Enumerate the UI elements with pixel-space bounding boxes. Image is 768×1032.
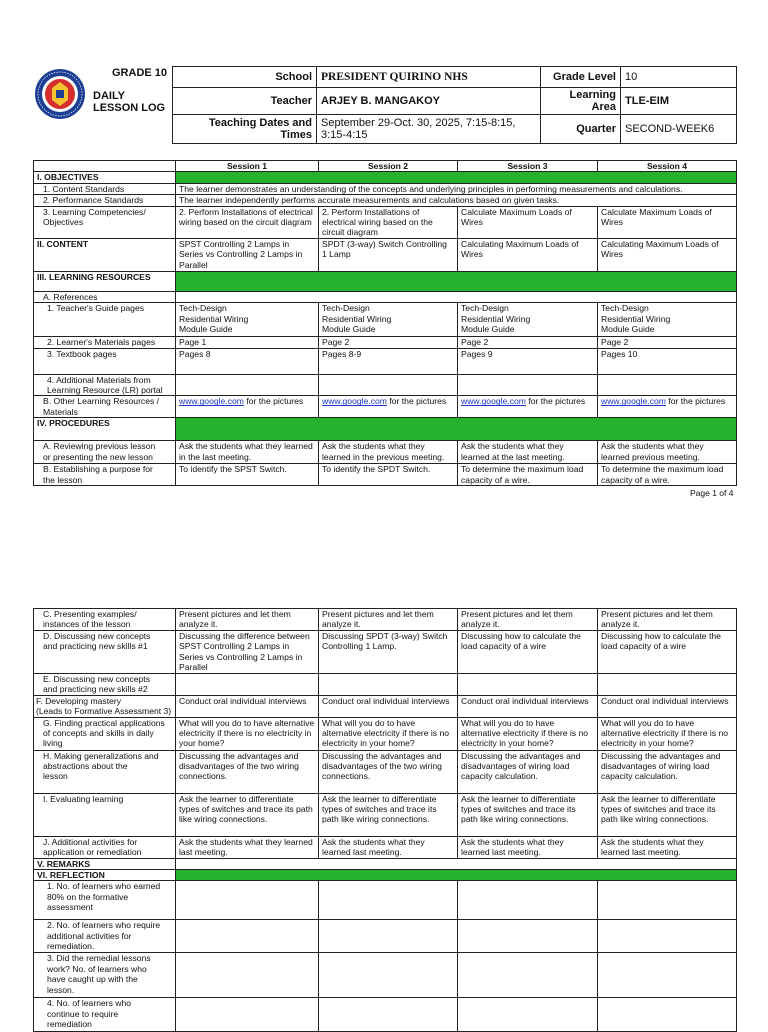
lr-cell	[598, 374, 737, 396]
procedure-g-cell: What will you do to have alternative electricity if there is no electricity in your home?	[598, 717, 737, 750]
competency-cell: 2. Perform Installations of electrical wiring based on the circuit diagram	[176, 206, 319, 238]
textbook-label: 3. Textbook pages	[34, 348, 176, 374]
reflection-cell	[176, 920, 319, 953]
school-value: PRESIDENT QUIRINO NHS	[317, 67, 541, 88]
reflection-cell	[458, 920, 598, 953]
reflection-cell	[319, 998, 458, 1032]
lesson-table-part-1	[33, 160, 737, 486]
procedure-e-cell	[176, 673, 319, 695]
content-cell: Calculating Maximum Loads of Wires	[598, 238, 737, 271]
grade-title: GRADE 10	[112, 67, 168, 79]
procedure-d-cell: Discussing how to calculate the load capacity of a wire	[598, 631, 737, 674]
procedure-h-cell: Discussing the advantages and disadvantages of wiring load capacity calculation.	[458, 750, 598, 793]
green-bar	[176, 271, 737, 291]
procedure-f-cell: Conduct oral individual interviews	[319, 695, 458, 717]
reflection-cell	[176, 953, 319, 998]
lr-cell	[176, 374, 319, 396]
procedures-heading: IV. PROCEDURES	[34, 418, 176, 441]
tg-cell: Tech-Design Residential Wiring Module Guide	[598, 303, 737, 337]
procedure-g-cell: What will you do to have alternative electricity if there is no electricity in your home?	[176, 717, 319, 750]
link-suffix: for the pictures	[665, 396, 726, 407]
procedure-d-label: D. Discussing new concepts and practicing new skills #1	[34, 631, 176, 674]
lm-cell: Page 2	[319, 337, 458, 348]
references-label: A. References	[34, 291, 176, 302]
procedure-a-label: A. Reviewing previous lesson or presenting the new lesson	[34, 441, 176, 464]
procedure-g-cell: What will you do to have alternative electricity if there is no electricity in your home?	[319, 717, 458, 750]
reflection-cell	[319, 953, 458, 998]
procedure-b-cell: To identify the SPST Switch.	[176, 464, 319, 486]
procedure-f-label: F. Developing mastery (Leads to Formative Assessment 3)	[34, 695, 176, 717]
procedure-b-cell: To determine the maximum load capacity of a wire.	[458, 464, 598, 486]
lr-cell	[319, 374, 458, 396]
procedure-b-cell: To determine the maximum load capacity of a wire.	[598, 464, 737, 486]
header-table	[172, 66, 737, 144]
remarks-heading: V. REMARKS	[34, 858, 176, 869]
reflection-cell	[319, 881, 458, 920]
google-link[interactable]: www.google.com	[601, 396, 666, 407]
competency-cell: 2. Perform Installations of electrical wiring based on the circuit diagram	[319, 206, 458, 238]
competencies-label: 3. Learning Competencies/ Objectives	[34, 206, 176, 238]
lm-cell: Page 1	[176, 337, 319, 348]
dll-title: DAILY LESSON LOG	[93, 90, 166, 114]
reflection-3-label: 3. Did the remedial lessons work? No. of learners who have caught up with the lesson.	[34, 953, 176, 998]
procedure-d-cell: Discussing how to calculate the load capacity of a wire	[458, 631, 598, 674]
remarks-cell	[176, 858, 737, 869]
tg-cell: Tech-Design Residential Wiring Module Guide	[176, 303, 319, 337]
procedure-c-label: C. Presenting examples/ instances of the lesson	[34, 609, 176, 631]
learning-area-label: Learning Area	[541, 88, 621, 115]
procedure-h-cell: Discussing the advantages and disadvantages of the two wiring connections.	[319, 750, 458, 793]
learners-materials-label: 2. Learner's Materials pages	[34, 337, 176, 348]
lesson-table-part-2	[33, 608, 737, 1032]
procedure-g-label: G. Finding practical applications of concepts and skills in daily living	[34, 717, 176, 750]
grade-level-value: 10	[621, 67, 737, 88]
other-resources-cell	[176, 396, 319, 418]
lm-cell: Page 2	[598, 337, 737, 348]
procedure-c-cell: Present pictures and let them analyze it.	[176, 609, 319, 631]
reflection-cell	[598, 998, 737, 1032]
session-header: Session 2	[319, 161, 458, 172]
procedure-e-label: E. Discussing new concepts and practicing new skills #2	[34, 673, 176, 695]
corner-cell	[34, 161, 176, 172]
procedure-b-cell: To identify the SPDT Switch.	[319, 464, 458, 486]
procedure-g-cell: What will you do to have alternative electricity if there is no electricity in your home?	[458, 717, 598, 750]
procedure-a-cell: Ask the students what they learned previous meeting.	[598, 441, 737, 464]
resources-heading: III. LEARNING RESOURCES	[34, 271, 176, 291]
green-bar	[176, 870, 737, 881]
competency-cell: Calculate Maximum Loads of Wires	[458, 206, 598, 238]
quarter-label: Quarter	[541, 115, 621, 144]
procedure-d-cell: Discussing SPDT (3-way) Switch Controlling 1 Lamp.	[319, 631, 458, 674]
reflection-cell	[598, 953, 737, 998]
other-resources-cell	[319, 396, 458, 418]
reflection-cell	[176, 881, 319, 920]
procedure-a-cell: Ask the students what they learned in the previous meeting.	[319, 441, 458, 464]
school-label: School	[173, 67, 317, 88]
content-heading: II. CONTENT	[34, 238, 176, 271]
references-empty	[176, 291, 737, 302]
reflection-cell	[598, 881, 737, 920]
content-cell: SPST Controlling 2 Lamps in Series vs Controlling 2 Lamps in Parallel	[176, 238, 319, 271]
reflection-cell	[176, 998, 319, 1032]
reflection-cell	[458, 881, 598, 920]
reflection-cell	[598, 920, 737, 953]
green-bar	[176, 418, 737, 441]
reflection-cell	[458, 953, 598, 998]
google-link[interactable]: www.google.com	[461, 396, 526, 407]
session-header: Session 3	[458, 161, 598, 172]
content-standards-text: The learner demonstrates an understanding of the concepts and underlying principles in performing measurements and calculations.	[176, 183, 737, 194]
reflection-cell	[458, 998, 598, 1032]
green-bar	[176, 172, 737, 183]
procedure-i-cell: Ask the learner to differentiate types of switches and trace its path like wiring connections.	[319, 793, 458, 836]
procedure-h-cell: Discussing the advantages and disadvantages of the two wiring connections.	[176, 750, 319, 793]
reflection-cell	[319, 920, 458, 953]
procedure-j-cell: Ask the students what they learned last meeting.	[176, 836, 319, 858]
tg-cell: Tech-Design Residential Wiring Module Guide	[458, 303, 598, 337]
procedure-c-cell: Present pictures and let them analyze it.	[458, 609, 598, 631]
procedure-i-cell: Ask the learner to differentiate types of switches and trace its path like wiring connections.	[176, 793, 319, 836]
google-link[interactable]: www.google.com	[179, 396, 244, 407]
link-suffix: for the pictures	[243, 396, 304, 407]
additional-materials-label: 4. Additional Materials from Learning Resource (LR) portal	[34, 374, 176, 396]
content-cell: SPDT (3-way) Switch Controlling 1 Lamp	[319, 238, 458, 271]
dates-value: September 29-Oct. 30, 2025, 7:15-8:15, 3:15-4:15	[317, 115, 541, 144]
grade-level-label: Grade Level	[541, 67, 621, 88]
procedure-e-cell	[598, 673, 737, 695]
page-number: Page 1 of 4	[690, 488, 734, 498]
lm-cell: Page 2	[458, 337, 598, 348]
quarter-value: SECOND-WEEK6	[621, 115, 737, 144]
procedure-c-cell: Present pictures and let them analyze it.	[598, 609, 737, 631]
other-resources-label: B. Other Learning Resources / Materials	[34, 396, 176, 418]
teacher-value: ARJEY B. MANGAKOY	[317, 88, 541, 115]
content-cell: Calculating Maximum Loads of Wires	[458, 238, 598, 271]
deped-seal	[34, 68, 86, 120]
learning-area-value: TLE-EIM	[621, 88, 737, 115]
other-resources-cell	[458, 396, 598, 418]
procedure-e-cell	[458, 673, 598, 695]
procedure-a-cell: Ask the students what they learned at the last meeting.	[458, 441, 598, 464]
performance-standards-text: The learner independently performs accurate measurements and calculations based on given tasks.	[176, 195, 737, 206]
procedure-f-cell: Conduct oral individual interviews	[458, 695, 598, 717]
procedure-f-cell: Conduct oral individual interviews	[176, 695, 319, 717]
tb-cell: Pages 10	[598, 348, 737, 374]
procedure-i-cell: Ask the learner to differentiate types of switches and trace its path like wiring connections.	[598, 793, 737, 836]
session-header: Session 4	[598, 161, 737, 172]
reflection-4-label: 4. No. of learners who continue to require remediation	[34, 998, 176, 1032]
procedure-h-cell: Discussing the advantages and disadvantages of wiring load capacity calculation.	[598, 750, 737, 793]
competency-cell: Calculate Maximum Loads of Wires	[598, 206, 737, 238]
procedure-b-label: B. Establishing a purpose for the lesson	[34, 464, 176, 486]
procedure-i-cell: Ask the learner to differentiate types of switches and trace its path like wiring connections.	[458, 793, 598, 836]
procedure-j-cell: Ask the students what they learned last meeting.	[319, 836, 458, 858]
procedure-e-cell	[319, 673, 458, 695]
tb-cell: Pages 8-9	[319, 348, 458, 374]
procedure-c-cell: Present pictures and let them analyze it.	[319, 609, 458, 631]
performance-standards-label: 2. Performance Standards	[34, 195, 176, 206]
procedure-f-cell: Conduct oral individual interviews	[598, 695, 737, 717]
teachers-guide-label: 1. Teacher's Guide pages	[34, 303, 176, 337]
procedure-h-label: H. Making generalizations and abstractions about the lesson	[34, 750, 176, 793]
content-standards-label: 1. Content Standards	[34, 183, 176, 194]
procedure-a-cell: Ask the students what they learned in the last meeting.	[176, 441, 319, 464]
google-link[interactable]: www.google.com	[322, 396, 387, 407]
tb-cell: Pages 8	[176, 348, 319, 374]
link-suffix: for the pictures	[386, 396, 447, 407]
tb-cell: Pages 9	[458, 348, 598, 374]
link-suffix: for the pictures	[525, 396, 586, 407]
reflection-1-label: 1. No. of learners who earned 80% on the formative assessment	[34, 881, 176, 920]
objectives-heading: I. OBJECTIVES	[34, 172, 176, 183]
reflection-heading: VI. REFLECTION	[34, 870, 176, 881]
session-header: Session 1	[176, 161, 319, 172]
lr-cell	[458, 374, 598, 396]
teacher-label: Teacher	[173, 88, 317, 115]
procedure-j-cell: Ask the students what they learned last meeting.	[458, 836, 598, 858]
procedure-j-cell: Ask the students what they learned last meeting.	[598, 836, 737, 858]
dates-label: Teaching Dates and Times	[173, 115, 317, 144]
procedure-d-cell: Discussing the difference between SPST Controlling 2 Lamps in Series vs Controlling 2 Lamps in Parallel	[176, 631, 319, 674]
other-resources-cell	[598, 396, 737, 418]
reflection-2-label: 2. No. of learners who require additional activities for remediation.	[34, 920, 176, 953]
procedure-i-label: I. Evaluating learning	[34, 793, 176, 836]
procedure-j-label: J. Additional activities for application or remediation	[34, 836, 176, 858]
tg-cell: Tech-Design Residential Wiring Module Guide	[319, 303, 458, 337]
